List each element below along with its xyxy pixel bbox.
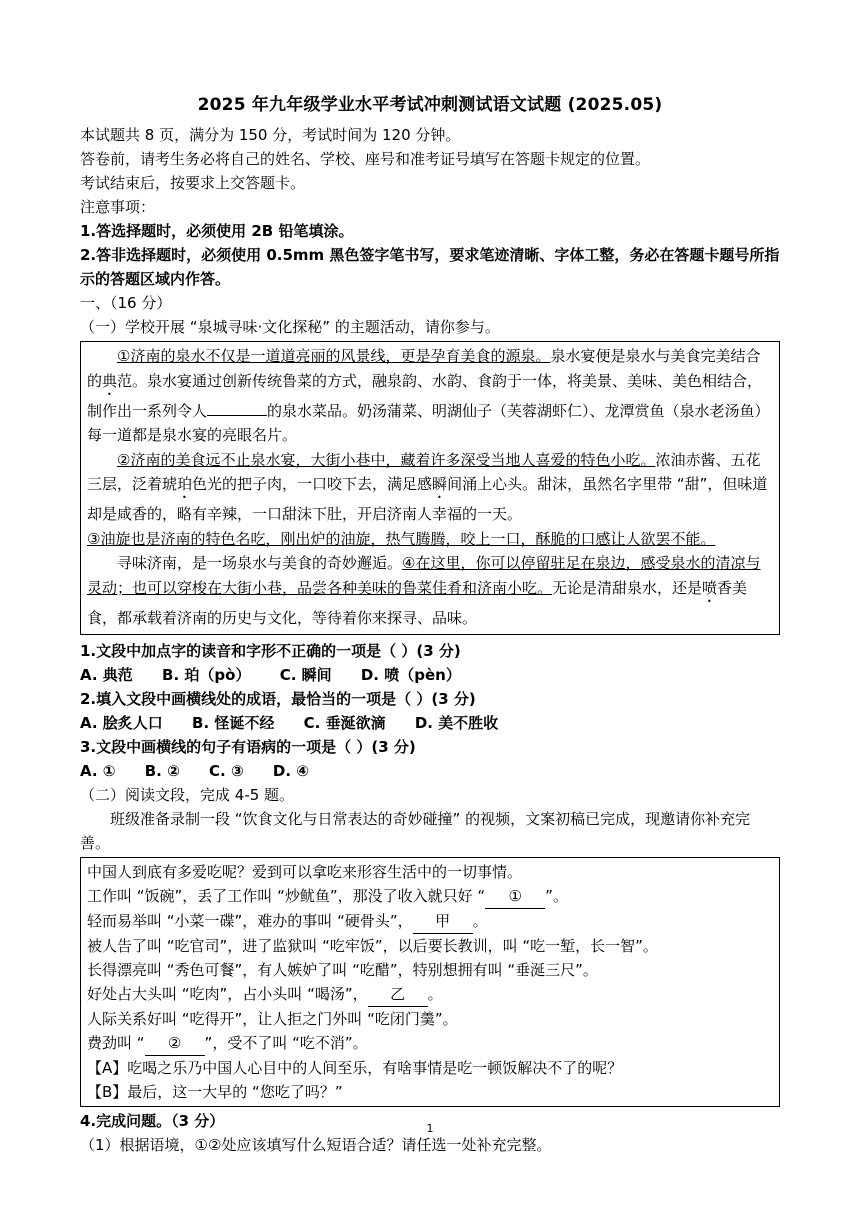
script-line <box>87 982 773 1007</box>
passage-text: 范。泉水宴通过创新传统鲁菜的方式，融泉韵、水韵、食韵于一体，将美景、美味、美色相结合，制作出一系列令人 <box>87 371 763 420</box>
script-line: 【B】最后，这一大早的 “您吃了吗？” <box>87 1083 343 1101</box>
script-text: ”。 <box>545 887 568 905</box>
question-4-sub-1: （1）根据语境，①②处应该填写什么短语合适？请任选一处补充完整。 <box>80 1136 552 1154</box>
part-2-intro: （二）阅读文段，完成 4-5 题。 <box>80 786 295 804</box>
intro-line: 注意事项： <box>80 198 156 216</box>
intro-line: 本试题共 8 页，满分为 150 分，考试时间为 120 分钟。 <box>80 126 461 144</box>
intro-line: 答卷前，请考生务必将自己的姓名、学校、座号和准考证号填写在答题卡规定的位置。 <box>80 150 651 168</box>
exam-page <box>80 90 780 1157</box>
script-text: ”，受不了叫 “吃不消”。 <box>204 1034 368 1052</box>
note-line: 1.答选择题时，必须使用 2B 铅笔填涂。 <box>80 222 354 240</box>
script-box <box>80 857 780 1107</box>
option-a[interactable]: A. ① <box>80 762 116 780</box>
option-c[interactable]: C. ③ <box>209 762 244 780</box>
part-2-description: 班级准备录制一段 “饮食文化与日常表达的奇妙碰撞” 的视频，文案初稿已完成，现邀请你补充完善。 <box>80 810 751 852</box>
page-number: 1 <box>426 1122 434 1135</box>
passage-box <box>80 341 780 635</box>
script-line: 长得漂亮叫 “秀色可餐”，有人嫉妒了叫 “吃醋”，特别想拥有叫 “垂涎三尺”。 <box>87 961 598 979</box>
passage-text: 色光的把子肉，一口咬下去，满足感 <box>192 475 433 493</box>
script-text: 工作叫 “饭碗”，丢了工作叫 “炒鱿鱼”，那没了收入就只好 “ <box>87 887 486 905</box>
section-heading: 一、（16 分） <box>80 294 172 312</box>
passage-text: 寻味济南，是一场泉水与美食的奇妙邂逅。 <box>117 554 403 572</box>
intro-line: 考试结束后，按要求上交答题卡。 <box>80 174 306 192</box>
option-a[interactable]: A. 典范 <box>80 666 133 684</box>
page-title: 2025 年九年级学业水平考试冲刺测试语文试题 (2025.05) <box>197 95 663 115</box>
option-c[interactable]: C. 瞬间 <box>279 666 332 684</box>
script-text: 。 <box>427 985 443 1003</box>
question-1-options <box>80 663 780 687</box>
underlined-sentence-1: ①济南的泉水不仅是一道道亮丽的风景线，更是孕育美食的源泉。 <box>117 347 551 365</box>
question-2-stem: 2.填入文段中画横线处的成语，最恰当的一项是（ ）(3 分) <box>80 690 476 708</box>
option-a[interactable]: A. 脍炙人口 <box>80 714 163 732</box>
question-3-options <box>80 759 780 783</box>
fill-blank-1[interactable]: ① <box>485 884 545 909</box>
underlined-sentence-3: ③油旋也是济南的特色名吃，刚出炉的油旋，热气腾腾，咬上一口，酥脆的口感让人欲罢不能。 <box>87 529 716 548</box>
passage-text: 无论是清甜泉水，还是 <box>552 578 703 597</box>
script-line <box>87 909 773 934</box>
fill-blank-2[interactable]: ② <box>145 1031 205 1056</box>
passage-text: 香美食，都承载着济南的历史与文化，等待着你来探寻、品味。 <box>87 578 748 627</box>
underlined-sentence-2: ②济南的美食远不止泉水宴，大街小巷中，藏着许多深受当地人喜爱的特色小吃。 <box>117 450 656 469</box>
passage-text: 间涌上心头。甜沫，虽然名字里带 “甜”，但味道却是咸香的，略有辛辣，一口甜沫下肚，开启济南人幸福的一天。 <box>87 475 768 523</box>
fill-blank-yi[interactable]: 乙 <box>368 982 428 1007</box>
passage-text: 的泉水菜品。奶汤蒲菜、明湖仙子（芙蓉湖虾仁）、龙潭赏鱼（泉水老汤鱼）每一道都是泉水宴的亮眼名片。 <box>87 401 770 444</box>
script-text: 轻而易举叫 “小菜一碟”，难办的事叫 “硬骨头”， <box>87 912 413 930</box>
option-c[interactable]: C. 垂涎欲滴 <box>303 714 386 732</box>
option-d[interactable]: D. 美不胜收 <box>414 714 499 732</box>
option-b[interactable]: B. ② <box>144 762 180 780</box>
question-1-stem: 1.文段中加点字的读音和字形不正确的一项是（ ）(3 分) <box>80 642 461 660</box>
script-line <box>87 1031 773 1056</box>
script-line: 人际关系好叫 “吃得开”，让人拒之门外叫 “吃闭门羹”。 <box>87 1010 458 1028</box>
question-2-options <box>80 711 780 735</box>
dotted-char: 典 <box>102 371 118 390</box>
script-line <box>87 884 773 909</box>
script-text: 好处占大头叫 “吃肉”，占小头叫 “喝汤”， <box>87 985 368 1003</box>
script-line: 【A】吃喝之乐乃中国人心目中的人间至乐，有啥事情是吃一顿饭解决不了的呢？ <box>87 1059 623 1077</box>
part-intro: （一）学校开展 “泉城寻味·文化探秘” 的主题活动，请你参与。 <box>80 318 500 336</box>
question-3-stem: 3.文段中画横线的句子有语病的一项是（ ）(3 分) <box>80 738 416 756</box>
underlined-sentence-4: ④在这里，你可以停留驻足在泉边，感受泉水的清凉与灵动；也可以穿梭在大街小巷，品尝各种美味的鲁菜佳肴和济南小吃。 <box>87 554 761 597</box>
script-line: 被人告了叫 “吃官司”，进了监狱叫 “吃牢饭”，以后要长教训，叫 “吃一堑，长一智”。 <box>87 937 658 955</box>
idiom-blank <box>207 415 267 416</box>
script-text: 费劲叫 “ <box>87 1034 145 1052</box>
option-b[interactable]: B. 珀（pò） <box>162 666 251 684</box>
passage-text: 泉水宴便是泉水与美食完美结合的 <box>87 347 761 390</box>
option-b[interactable]: B. 怪诞不经 <box>192 714 275 732</box>
option-d[interactable]: D. 喷（pèn） <box>360 666 461 684</box>
passage-paragraph-3 <box>87 527 773 552</box>
dotted-char: 瞬 <box>432 475 448 493</box>
script-text: 。 <box>472 912 488 930</box>
note-line: 2.答非选择题时，必须使用 0.5mm 黑色签字笔书写，要求笔迹清晰、字体工整，务必在答题卡题号所指示的答题区域内作答。 <box>80 246 780 288</box>
passage-paragraph-2 <box>87 448 773 527</box>
passage-text: 浓油赤酱、五花三层，泛着琥 <box>87 450 761 493</box>
question-4-stem: 4.完成问题。（3 分） <box>80 1112 225 1130</box>
passage-paragraph-4 <box>87 551 773 630</box>
passage-paragraph-1 <box>87 344 773 448</box>
dotted-char: 珀 <box>177 475 193 493</box>
script-line: 中国人到底有多爱吃呢？爱到可以拿吃来形容生活中的一切事情。 <box>87 863 523 881</box>
dotted-char: 喷 <box>702 578 718 597</box>
option-d[interactable]: D. ④ <box>272 762 309 780</box>
fill-blank-jia[interactable]: 甲 <box>413 909 473 934</box>
